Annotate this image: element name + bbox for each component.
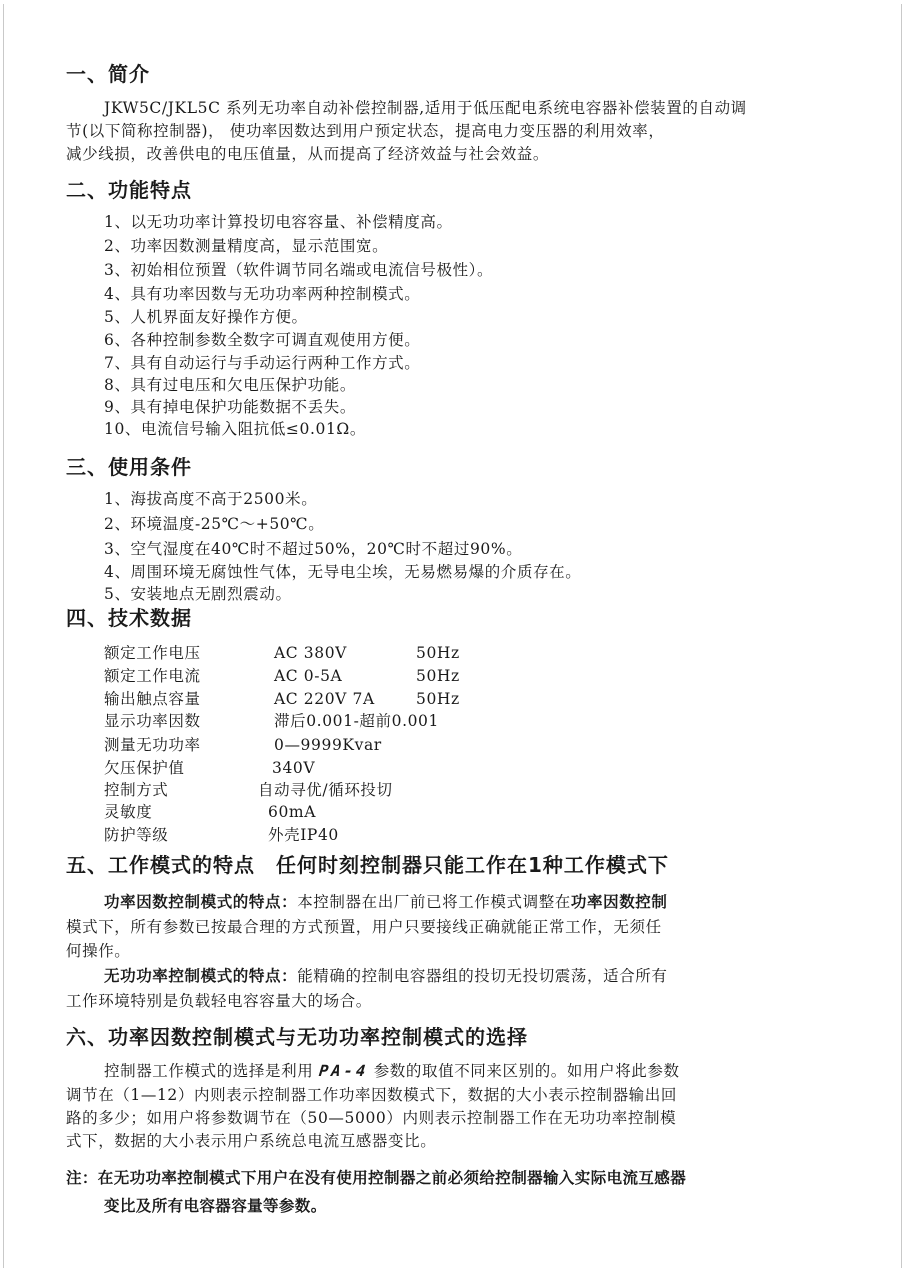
spec-label: 额定工作电流 bbox=[104, 667, 201, 685]
list-item: 4、具有功率因数与无功功率两种控制模式。 bbox=[104, 285, 421, 303]
list-item: 6、各种控制参数全数字可调直观使用方便。 bbox=[104, 331, 421, 349]
note-line-2: 变比及所有电容器容量等参数。 bbox=[104, 1197, 327, 1215]
spec-freq: 50Hz bbox=[416, 644, 460, 662]
list-item: 9、具有掉电保护功能数据不丢失。 bbox=[104, 398, 356, 416]
spec-label: 输出触点容量 bbox=[104, 690, 201, 708]
spec-value: AC 0-5A bbox=[274, 667, 343, 685]
spec-value: 自动寻优/循环投切 bbox=[258, 781, 393, 799]
list-item: 10、电流信号输入阻抗低≤0.01Ω。 bbox=[104, 420, 366, 438]
mode-var-line-1 bbox=[104, 966, 668, 986]
spec-label: 测量无功功率 bbox=[104, 736, 201, 754]
note-line-1: 注：在无功功率控制模式下用户在没有使用控制器之前必须给控制器输入实际电流互感器 bbox=[66, 1169, 687, 1187]
selection-line-4: 式下，数据的大小表示用户系统总电流互感器变比。 bbox=[66, 1132, 437, 1150]
list-item: 4、周围环境无腐蚀性气体，无导电尘埃，无易燃易爆的介质存在。 bbox=[104, 563, 582, 581]
mode-pf-emphasis: 功率因数控制 bbox=[570, 893, 668, 911]
spec-value: 0—9999Kvar bbox=[274, 736, 382, 754]
spec-label: 防护等级 bbox=[104, 826, 169, 844]
spec-value: AC 220V 7A bbox=[274, 690, 375, 708]
spec-freq: 50Hz bbox=[416, 667, 460, 685]
list-item: 1、海拔高度不高于2500米。 bbox=[104, 490, 318, 508]
spec-label: 显示功率因数 bbox=[104, 712, 201, 730]
list-item: 7、具有自动运行与手动运行两种工作方式。 bbox=[104, 354, 421, 372]
section-title-conditions: 三、使用条件 bbox=[66, 455, 192, 479]
selection-text-pre: 控制器工作模式的选择是利用 bbox=[104, 1062, 314, 1080]
spec-value: 340V bbox=[272, 759, 316, 777]
selection-line-2: 调节在（1—12）内则表示控制器工作功率因数模式下，数据的大小表示控制器输出回 bbox=[66, 1086, 677, 1104]
list-item: 5、安装地点无剧烈震动。 bbox=[104, 585, 292, 603]
spec-label: 欠压保护值 bbox=[104, 759, 185, 777]
section-title-specs: 四、技术数据 bbox=[66, 606, 192, 630]
list-item: 2、环境温度-25℃～+50℃。 bbox=[104, 515, 325, 533]
mode-pf-line-3: 何操作。 bbox=[66, 942, 131, 960]
spec-value: 60mA bbox=[268, 803, 317, 821]
spec-value: AC 380V bbox=[274, 644, 347, 662]
selection-line-1 bbox=[104, 1061, 680, 1081]
spec-label: 控制方式 bbox=[104, 781, 169, 799]
list-item: 2、功率因数测量精度高，显示范围宽。 bbox=[104, 237, 389, 255]
mode-pf-line-1 bbox=[104, 892, 668, 912]
selection-text-post: 参数的取值不同来区别的。如用户将此参数 bbox=[373, 1062, 680, 1080]
mode-var-text: 能精确的控制电容器组的投切无投切震荡，适合所有 bbox=[297, 967, 668, 985]
list-item: 1、以无功功率计算投切电容容量、补偿精度高。 bbox=[104, 213, 453, 231]
list-item: 3、初始相位预置（软件调节同名端或电流信号极性）。 bbox=[104, 261, 494, 279]
spec-value: 外壳IP40 bbox=[268, 826, 339, 844]
list-item: 8、具有过电压和欠电压保护功能。 bbox=[104, 376, 356, 394]
mode-var-line-2: 工作环境特别是负载轻电容容量大的场合。 bbox=[66, 992, 372, 1010]
section-title-modes: 五、工作模式的特点 任何时刻控制器只能工作在1种工作模式下 bbox=[66, 853, 669, 877]
mode-pf-heading: 功率因数控制模式的特点： bbox=[104, 893, 298, 911]
param-code: PA-4 bbox=[317, 1062, 370, 1080]
intro-line-1: JKW5C/JKL5C 系列无功率自动补偿控制器,适用于低压配电系统电容器补偿装置的自动调 bbox=[104, 99, 747, 117]
spec-freq: 50Hz bbox=[416, 690, 460, 708]
list-item: 5、人机界面友好操作方便。 bbox=[104, 308, 308, 326]
list-item: 3、空气湿度在40℃时不超过50%，20℃时不超过90%。 bbox=[104, 540, 523, 558]
mode-pf-text: 本控制器在出厂前已将工作模式调整在 bbox=[297, 893, 571, 911]
spec-label: 灵敏度 bbox=[104, 803, 153, 821]
section-title-features: 二、功能特点 bbox=[66, 178, 192, 202]
section-title-mode-selection: 六、功率因数控制模式与无功功率控制模式的选择 bbox=[66, 1025, 528, 1049]
intro-line-3: 减少线损，改善供电的电压值量，从而提高了经济效益与社会效益。 bbox=[66, 145, 550, 163]
selection-line-3: 路的多少；如用户将参数调节在（50—5000）内则表示控制器工作在无功功率控制模 bbox=[66, 1109, 677, 1127]
section-title-intro: 一、简介 bbox=[66, 62, 150, 86]
mode-var-heading: 无功功率控制模式的特点： bbox=[104, 967, 298, 985]
spec-label: 额定工作电压 bbox=[104, 644, 201, 662]
intro-line-2: 节(以下简称控制器)， 使功率因数达到用户预定状态，提高电力变压器的利用效率， bbox=[66, 122, 665, 140]
mode-pf-line-2: 模式下，所有参数已按最合理的方式预置，用户只要接线正确就能正常工作，无须任 bbox=[66, 918, 662, 936]
spec-value: 滞后0.001-超前0.001 bbox=[274, 712, 439, 730]
